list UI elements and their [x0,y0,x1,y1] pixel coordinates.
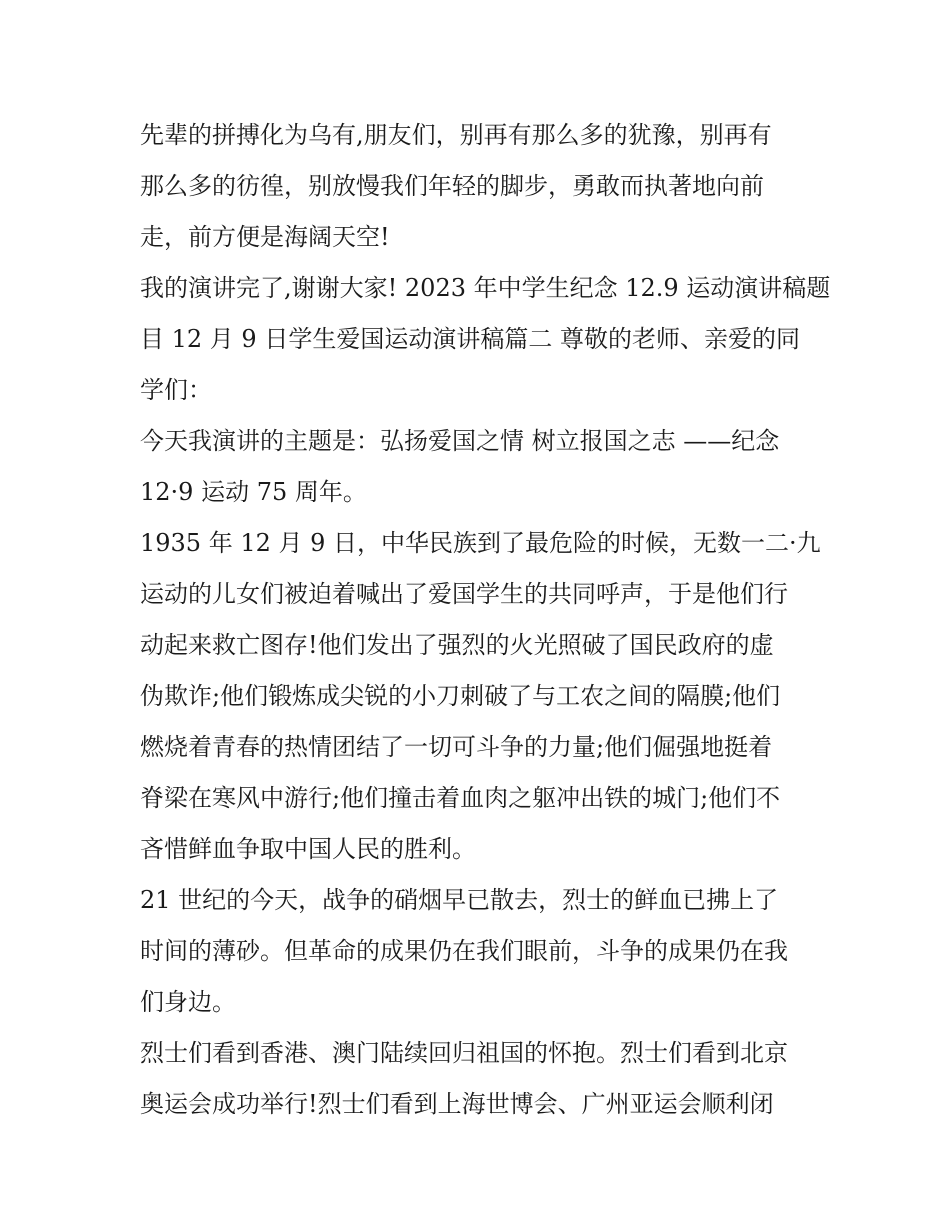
text-line: 动起来救亡图存!他们发出了强烈的火光照破了国民政府的虚 [140,631,774,659]
text-line: 伪欺诈;他们锻炼成尖锐的小刀刺破了与工农之间的隔膜;他们 [140,682,781,710]
text-line: 燃烧着青春的热情团结了一切可斗争的力量;他们倔强地挺着 [140,733,773,761]
paragraph-1 [140,110,820,263]
paragraph-6 [140,1028,820,1130]
text-line: 烈士们看到香港、澳门陆续回归祖国的怀抱。烈士们看到北京 [140,1039,788,1067]
text-line: 先辈的拼搏化为乌有,朋友们，别再有那么多的犹豫，别再有 [140,121,772,149]
paragraph-3 [140,416,820,518]
text-line: 脊梁在寒风中游行;他们撞击着血肉之躯冲出铁的城门;他们不 [140,784,781,812]
text-line: 时间的薄砂。但革命的成果仍在我们眼前，斗争的成果仍在我 [140,937,788,965]
text-line: 学们： [140,376,212,404]
text-line: 我的演讲完了,谢谢大家! 2023 年中学生纪念 12.9 运动演讲稿题 [140,274,831,302]
text-line: 目 12 月 9 日学生爱国运动演讲稿篇二 尊敬的老师、亲爱的同 [140,325,800,353]
text-line: 那么多的彷徨，别放慢我们年轻的脚步，勇敢而执著地向前 [140,172,764,200]
paragraph-5 [140,875,820,1028]
text-line: 奥运会成功举行!烈士们看到上海世博会、广州亚运会顺利闭 [140,1090,774,1118]
text-line: 走，前方便是海阔天空! [140,223,390,251]
text-line: 吝惜鲜血争取中国人民的胜利。 [140,835,476,863]
text-line: 21 世纪的今天，战争的硝烟早已散去，烈士的鲜血已拂上了 [140,886,779,914]
text-line: 们身边。 [140,988,236,1016]
text-line: 1935 年 12 月 9 日，中华民族到了最危险的时候，无数一二·九 [140,529,821,557]
document-body [140,110,831,1130]
text-line: 运动的儿女们被迫着喊出了爱国学生的共同呼声，于是他们行 [140,580,788,608]
text-line: 12·9 运动 75 周年。 [140,478,367,506]
text-line: 今天我演讲的主题是：弘扬爱国之情 树立报国之志 ——纪念 [140,427,780,455]
paragraph-4 [140,518,820,875]
paragraph-2 [140,263,831,416]
